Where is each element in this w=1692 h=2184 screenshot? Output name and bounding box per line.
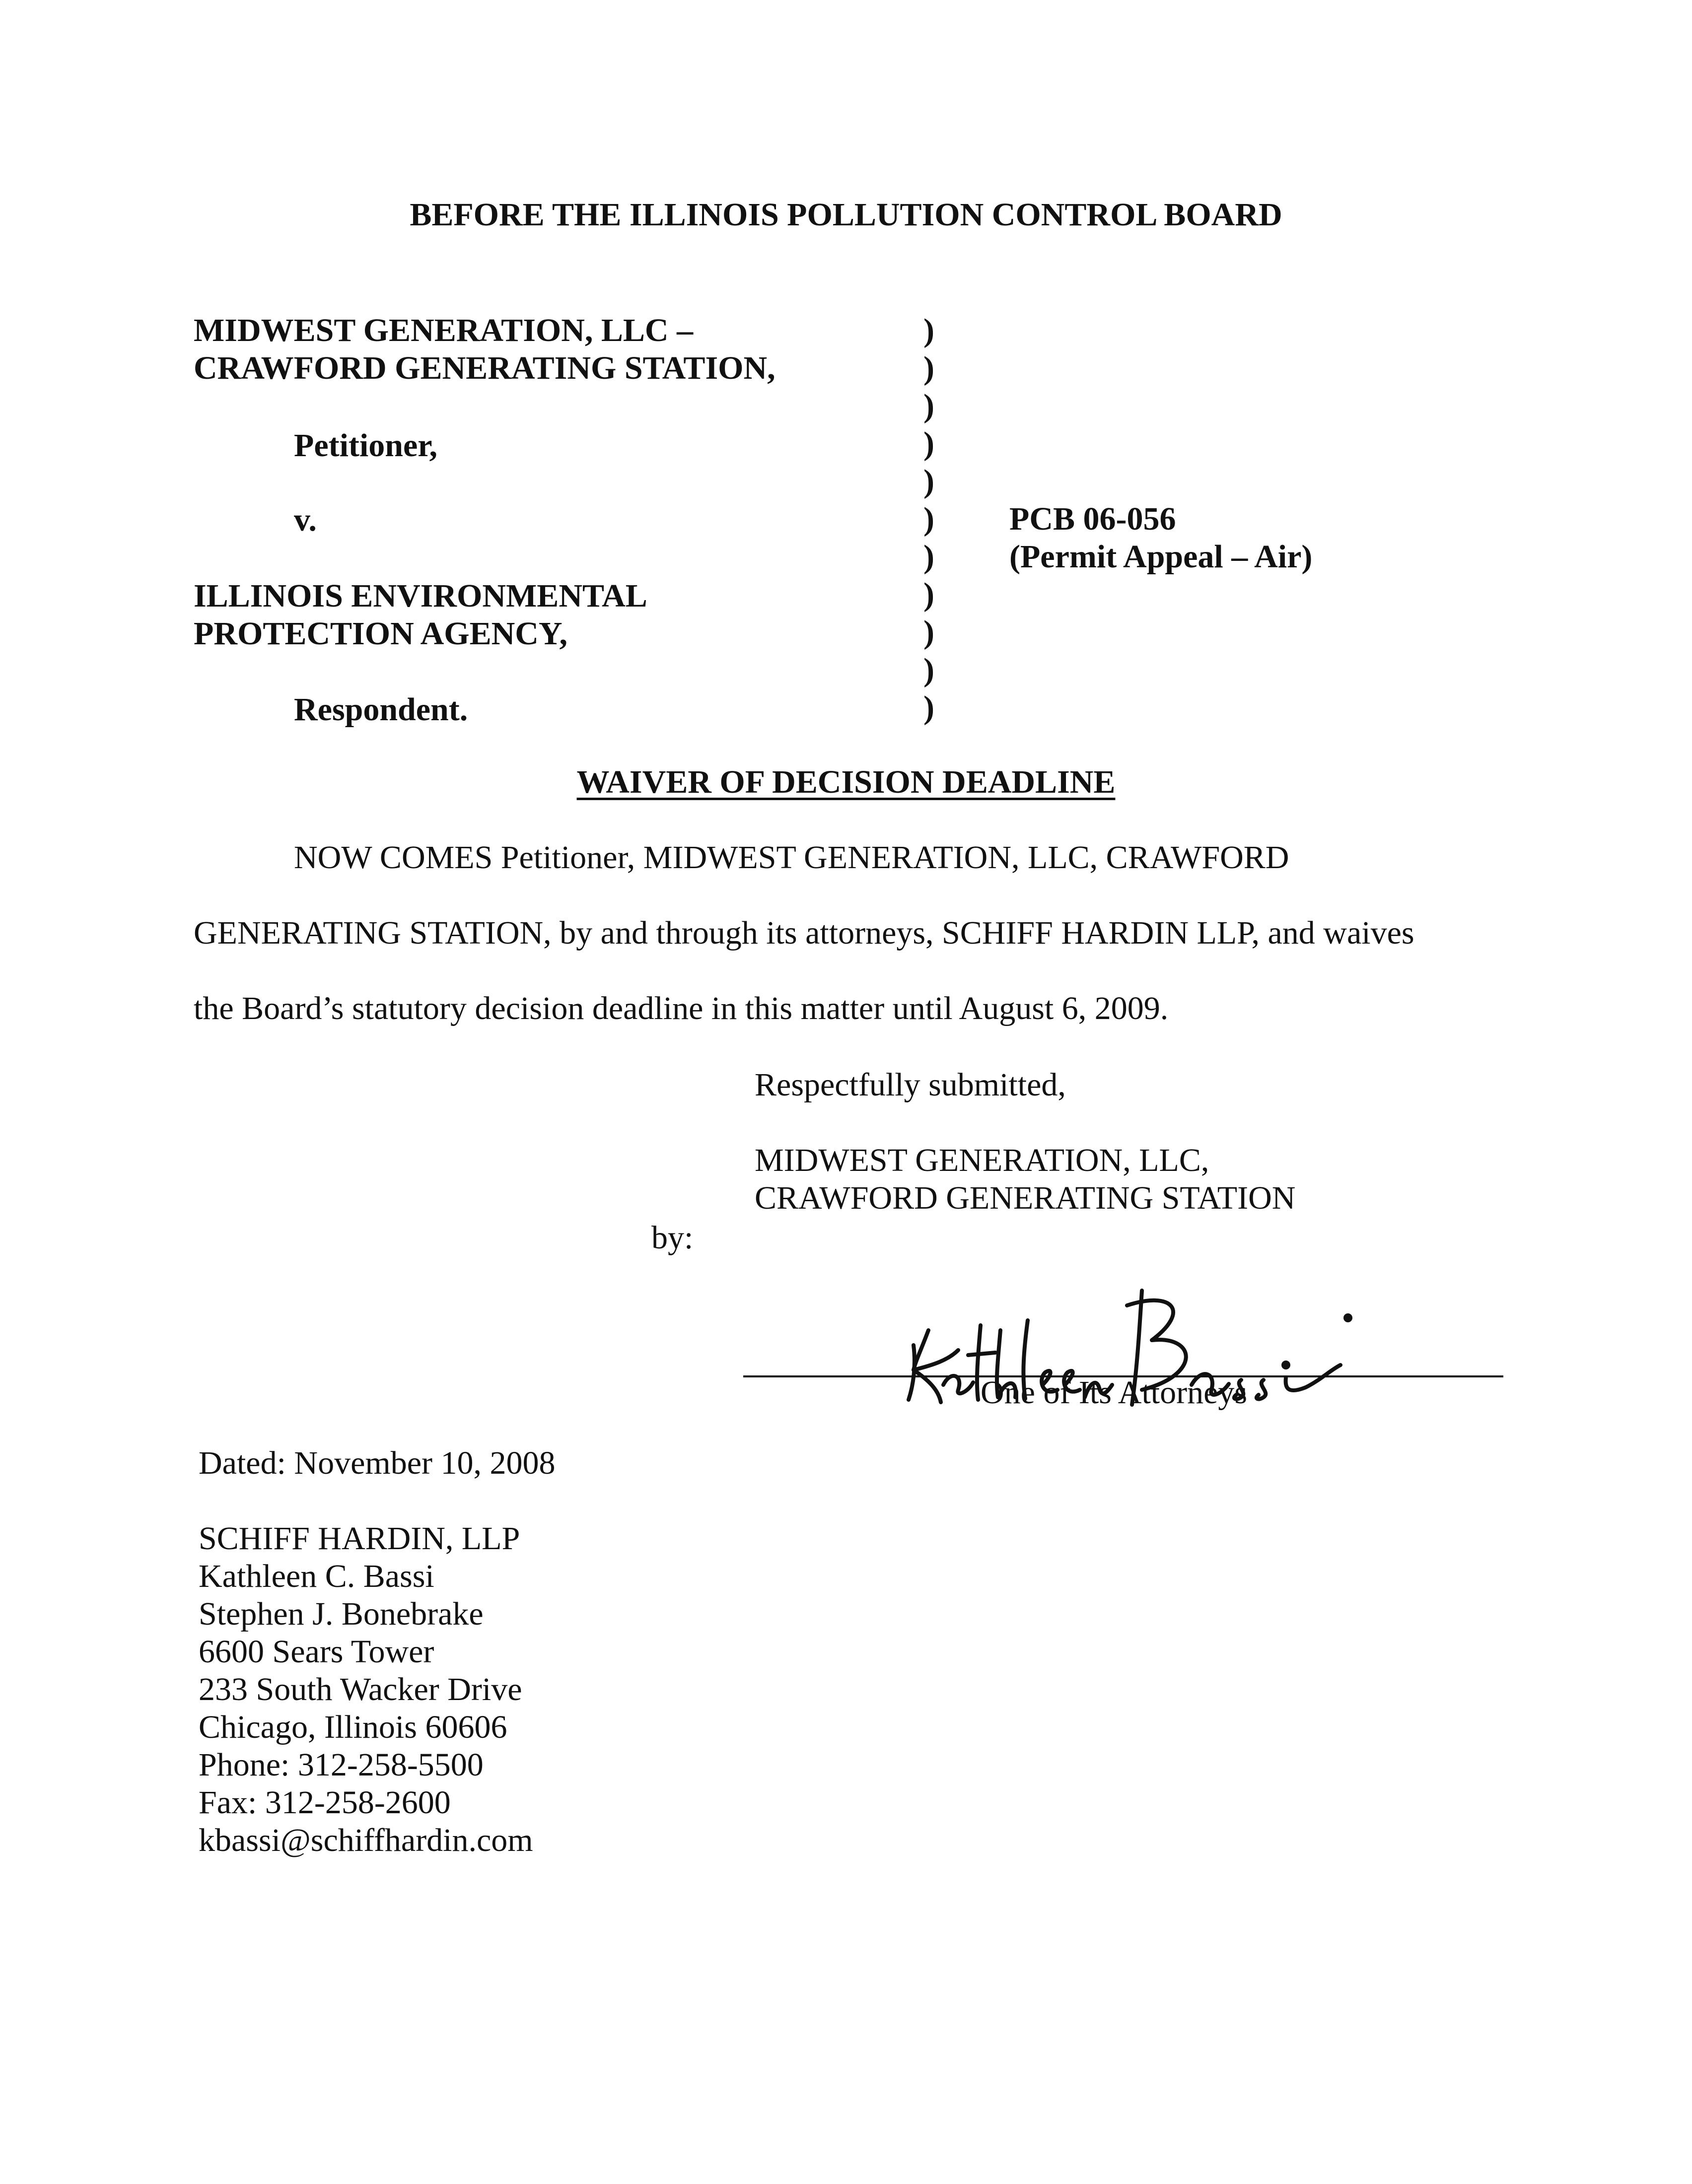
address-line-2: 233 South Wacker Drive bbox=[199, 1671, 522, 1707]
respectfully-submitted: Respectfully submitted, bbox=[755, 1067, 1066, 1103]
caption-paren: ) bbox=[923, 501, 934, 537]
case-type: (Permit Appeal – Air) bbox=[1009, 539, 1313, 575]
document-heading: WAIVER OF DECISION DEADLINE bbox=[576, 764, 1116, 800]
caption-paren: ) bbox=[923, 388, 934, 424]
caption-paren: ) bbox=[923, 652, 934, 688]
petitioner-name-line-1: MIDWEST GENERATION, LLC – bbox=[194, 312, 694, 348]
address-city: Chicago, Illinois 60606 bbox=[199, 1709, 507, 1745]
petitioner-role: Petitioner, bbox=[294, 427, 437, 464]
caption-paren: ) bbox=[923, 425, 934, 462]
petitioner-name-line-2: CRAWFORD GENERATING STATION, bbox=[194, 350, 776, 386]
signatory-party-line-2: CRAWFORD GENERATING STATION bbox=[755, 1180, 1296, 1216]
caption-paren: ) bbox=[923, 539, 934, 575]
caption-paren: ) bbox=[923, 614, 934, 650]
signature-caption: One of Its Attorneys bbox=[981, 1374, 1248, 1411]
respondent-role: Respondent. bbox=[294, 691, 468, 728]
body-line-2: GENERATING STATION, by and through its attorneys, SCHIFF HARDIN LLP, and waives bbox=[194, 915, 1414, 951]
attorney-name-1: Kathleen C. Bassi bbox=[199, 1558, 434, 1594]
attorney-name-2: Stephen J. Bonebrake bbox=[199, 1596, 484, 1632]
address-line-1: 6600 Sears Tower bbox=[199, 1634, 434, 1670]
caption-paren: ) bbox=[923, 689, 934, 726]
versus: v. bbox=[294, 502, 317, 538]
fax-number: Fax: 312-258-2600 bbox=[199, 1784, 451, 1821]
caption-paren: ) bbox=[923, 576, 934, 613]
dated-line: Dated: November 10, 2008 bbox=[199, 1445, 556, 1481]
respondent-name-line-2: PROTECTION AGENCY, bbox=[194, 615, 568, 652]
firm-name: SCHIFF HARDIN, LLP bbox=[199, 1520, 520, 1557]
phone-number: Phone: 312-258-5500 bbox=[199, 1747, 484, 1783]
by-label: by: bbox=[651, 1220, 694, 1256]
body-line-3: the Board’s statutory decision deadline in this matter until August 6, 2009. bbox=[194, 990, 1169, 1026]
caption-paren: ) bbox=[923, 463, 934, 499]
email-address: kbassi@schiffhardin.com bbox=[199, 1822, 533, 1858]
signatory-party-line-1: MIDWEST GENERATION, LLC, bbox=[755, 1142, 1209, 1178]
court-title: BEFORE THE ILLINOIS POLLUTION CONTROL BOARD bbox=[410, 197, 1282, 233]
respondent-name-line-1: ILLINOIS ENVIRONMENTAL bbox=[194, 578, 647, 614]
case-number: PCB 06-056 bbox=[1009, 501, 1176, 537]
caption-paren: ) bbox=[923, 350, 934, 386]
caption-paren: ) bbox=[923, 312, 934, 348]
body-line-1: NOW COMES Petitioner, MIDWEST GENERATION, LLC, CRAWFORD bbox=[294, 839, 1289, 876]
